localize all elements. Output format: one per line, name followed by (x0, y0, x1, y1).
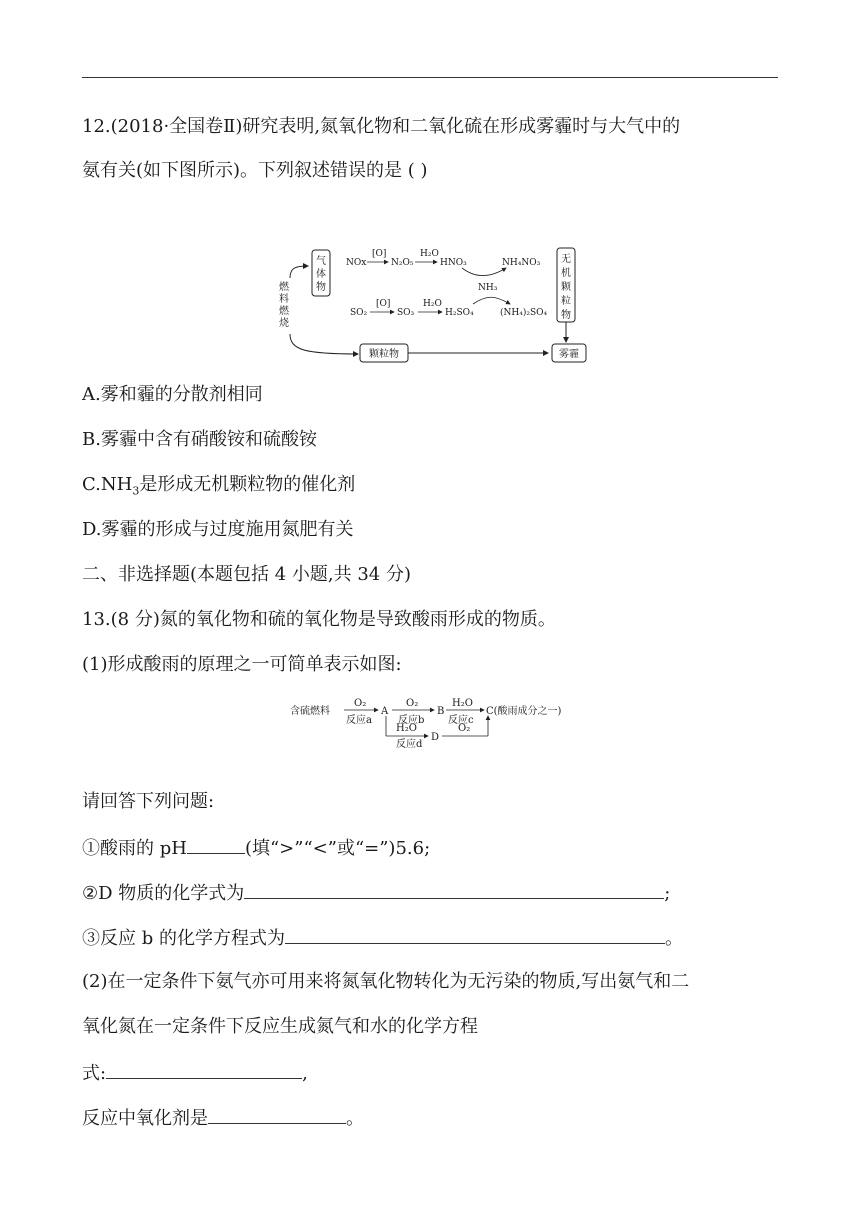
n2o5-label: N₂O₅ (391, 258, 414, 268)
q12-option-a: A.雾和霾的分散剂相同 (82, 384, 263, 405)
q13-part2-line4: 反应中氧化剂是 。 (82, 1105, 364, 1131)
h2o-label-2: H₂O (423, 299, 442, 309)
nh4so4-label: (NH₄)₂SO₄ (500, 308, 548, 318)
header-rule (82, 77, 778, 78)
q13-part2-line1: (2)在一定条件下氨气亦可用来将氮氧化物转化为无污染的物质,写出氨气和二 (82, 971, 690, 992)
answer-blank-reaction-b[interactable] (285, 925, 665, 944)
q13-part1: (1)形成酸雨的原理之一可简单表示如图: (82, 654, 402, 675)
so2-label: SO₂ (350, 308, 368, 318)
o2-label-b: O₂ (406, 698, 419, 709)
rxn-d-label: 反应d (396, 739, 423, 750)
svg-text:物: 物 (561, 310, 571, 321)
inorganic-box-label (561, 253, 572, 321)
rxn-b-label: 反应b (398, 715, 425, 726)
svg-text:料: 料 (279, 294, 289, 305)
h2o-label-d: H₂O (396, 723, 417, 734)
a-label: A (381, 706, 389, 717)
gas-box-label (316, 255, 326, 293)
q13-part2-line3: 式: , (82, 1060, 308, 1086)
section-heading: 二、非选择题(本题包括 4 小题,共 34 分) (82, 564, 412, 585)
arrow-to-gas (290, 266, 308, 278)
q12-option-d: D.雾霾的形成与过度施用氮肥有关 (82, 519, 354, 540)
particle-box-label: 颗粒物 (369, 349, 399, 360)
h2o-label-c: H₂O (452, 698, 473, 709)
nox-label: NOx (346, 258, 367, 268)
b-label: B (437, 706, 445, 717)
d-label: D (431, 732, 440, 743)
q13-sub2: ②D 物质的化学式为 ; (82, 880, 670, 906)
svg-text:粒: 粒 (561, 296, 571, 307)
svg-text:烧: 烧 (279, 318, 289, 329)
o2-label-d: O₂ (458, 723, 471, 734)
haze-box-label: 雾霾 (559, 349, 579, 360)
q12-stem-line1: 12.(2018·全国卷Ⅱ)研究表明,氮氧化物和二氧化硫在形成雾霾时与大气中的 (82, 116, 681, 137)
o-label-2: [O] (376, 299, 391, 309)
c-label: C(酸雨成分之一) (486, 706, 562, 717)
q12-stem-line2: 氨有关(如下图所示)。下列叙述错误的是 ( ) (82, 160, 428, 181)
svg-text:体: 体 (316, 269, 326, 280)
nh3-label: NH₃ (478, 283, 498, 293)
svg-text:无: 无 (561, 254, 571, 265)
svg-text:物: 物 (316, 282, 326, 293)
svg-text:颗: 颗 (561, 282, 571, 293)
o2-label-a: O₂ (354, 698, 367, 709)
haze-formation-diagram (270, 238, 600, 370)
o-label-1: [O] (372, 249, 387, 259)
nh4no3-label: NH₄NO₃ (502, 258, 541, 268)
h2so4-label: H₂SO₄ (445, 308, 474, 318)
q12-option-c: $C.NH_3$是形成无机颗粒物的催化剂 (82, 474, 356, 498)
q12-option-b: B.雾霾中含有硝酸铵和硫酸铵 (82, 429, 317, 450)
fuel-combustion-label (279, 280, 290, 329)
acid-rain-diagram (288, 696, 578, 750)
q13-prompt: 请回答下列问题: (82, 791, 215, 812)
q13-stem: 13.(8 分)氮的氧化物和硫的氧化物是导致酸雨形成的物质。 (82, 609, 556, 630)
so3-label: SO₃ (397, 308, 415, 318)
svg-text:燃: 燃 (279, 282, 289, 293)
svg-text:气: 气 (316, 256, 326, 267)
svg-text:机: 机 (561, 268, 571, 279)
arrow-to-particles (290, 334, 358, 354)
sulfur-chain (350, 297, 548, 318)
answer-blank-d-formula[interactable] (244, 880, 664, 899)
q13-sub1: ①酸雨的 pH (填“>”“<”或“=”)5.6; (82, 835, 430, 861)
nitrogen-chain (346, 249, 541, 293)
rxn-c-label: 反应c (448, 715, 474, 726)
rxn-a-label: 反应a (346, 715, 372, 726)
q13-sub3: ③反应 b 的化学方程式为 。 (82, 925, 683, 951)
h2o-label-1: H₂O (420, 249, 439, 259)
svg-text:燃: 燃 (279, 306, 289, 317)
answer-blank-equation[interactable] (106, 1060, 302, 1079)
answer-blank-ph[interactable] (187, 835, 245, 854)
answer-blank-oxidant[interactable] (208, 1105, 346, 1124)
hno3-label: HNO₃ (440, 258, 467, 268)
q13-part2-line2: 氧化氮在一定条件下反应生成氮气和水的化学方程 (82, 1016, 478, 1037)
fuel-label: 含硫燃料 (290, 706, 330, 717)
